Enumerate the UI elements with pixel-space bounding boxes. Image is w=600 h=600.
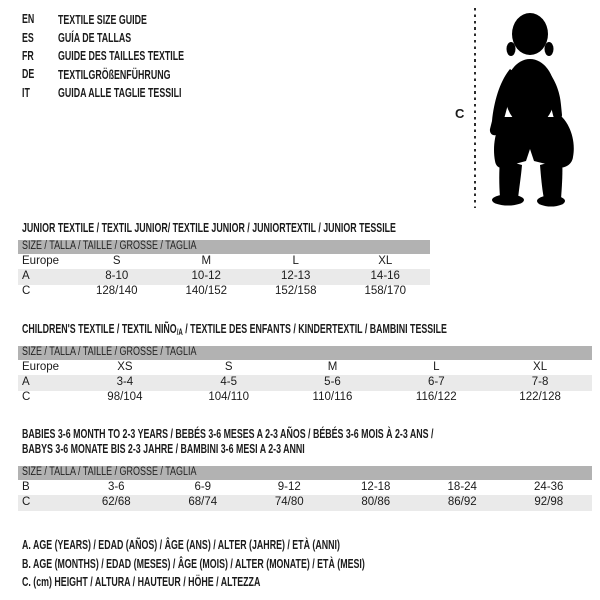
guide-title-de: TEXTILGRÖßENFÜHRUNG bbox=[58, 66, 171, 82]
size-header-bar bbox=[18, 240, 430, 254]
cell: 74/80 bbox=[274, 496, 304, 509]
table-row-a bbox=[18, 375, 592, 390]
junior-section-heading: JUNIOR TEXTILE / TEXTIL JUNIOR/ TEXTILE JUNIOR / JUNIORTEXTIL / JUNIOR TESSILE bbox=[22, 220, 396, 235]
size-header-label: SIZE / TALLA / TAILLE / GRÖSSE / TAGLIA bbox=[22, 346, 197, 359]
size-header-label: SIZE / TALLA / TAILLE / GRÖSSE / TAGLIA bbox=[22, 240, 197, 253]
guide-title-es: GUÍA DE TALLAS bbox=[58, 30, 132, 46]
cell: 86/92 bbox=[447, 496, 477, 509]
heading-text: CHILDREN'S TEXTILE / TEXTIL NIÑO bbox=[22, 321, 177, 336]
cell: 3-4 bbox=[116, 376, 134, 389]
height-measure-label: C bbox=[455, 106, 465, 121]
legend-text: C. (cm) HEIGHT / ALTURA / HAUTEUR / HÖHE / ALTEZZA bbox=[22, 574, 261, 590]
cell: 6-9 bbox=[194, 480, 212, 493]
col-header: L bbox=[292, 254, 299, 267]
language-code: IT bbox=[22, 84, 30, 100]
table-row-europe bbox=[18, 360, 592, 375]
table-row-b bbox=[18, 480, 592, 495]
cell: 80/86 bbox=[361, 496, 391, 509]
cell: 18-24 bbox=[447, 480, 477, 493]
language-row-it bbox=[22, 84, 243, 102]
size-header-bar bbox=[18, 466, 592, 480]
cell: 98/104 bbox=[107, 391, 143, 404]
language-code: DE bbox=[22, 66, 35, 82]
language-title-list bbox=[22, 10, 243, 102]
baby-silhouette-icon bbox=[488, 9, 584, 207]
babies-size-table bbox=[18, 466, 592, 511]
row-label: Europe bbox=[22, 254, 60, 267]
col-header: S bbox=[112, 254, 121, 267]
legend-line-b bbox=[22, 554, 526, 573]
row-label: C bbox=[22, 285, 31, 298]
cell: 110/116 bbox=[312, 391, 353, 404]
size-header-bar bbox=[18, 346, 592, 360]
language-code: EN bbox=[22, 11, 35, 27]
cell: 92/98 bbox=[534, 496, 564, 509]
measure-legend bbox=[22, 535, 526, 591]
guide-title-fr: GUIDE DES TAILLES TEXTILE bbox=[58, 48, 185, 64]
language-row-es bbox=[22, 28, 243, 46]
guide-title-it: GUIDA ALLE TAGLIE TESSILI bbox=[58, 85, 182, 101]
children-section-heading bbox=[22, 322, 447, 337]
heading-text: / TEXTILE DES ENFANTS / KINDERTEXTIL / BAMBINI TESSILE bbox=[182, 321, 447, 336]
col-header: M bbox=[327, 360, 338, 373]
table-row-europe bbox=[18, 254, 430, 269]
language-row-de bbox=[22, 65, 243, 83]
col-header: S bbox=[224, 360, 233, 373]
cell: 14-16 bbox=[370, 270, 400, 283]
row-label: A bbox=[22, 270, 30, 283]
size-header-label: SIZE / TALLA / TAILLE / GRÖSSE / TAGLIA bbox=[22, 466, 197, 479]
language-code: FR bbox=[22, 47, 34, 63]
legend-line-a bbox=[22, 535, 526, 554]
language-row-en bbox=[22, 10, 243, 28]
cell: 104/110 bbox=[208, 391, 250, 404]
cell: 122/128 bbox=[519, 391, 561, 404]
row-label: Europe bbox=[22, 360, 60, 373]
table-row-c bbox=[18, 495, 592, 510]
row-label: A bbox=[22, 376, 30, 389]
cell: 5-6 bbox=[324, 376, 341, 389]
junior-size-table bbox=[18, 240, 430, 300]
row-label: B bbox=[22, 480, 30, 493]
col-header: M bbox=[201, 254, 212, 267]
cell: 152/158 bbox=[274, 285, 317, 298]
height-dotted-line bbox=[474, 8, 476, 208]
heading-subscript: /A bbox=[176, 327, 183, 337]
language-row-fr bbox=[22, 47, 243, 65]
cell: 4-5 bbox=[220, 376, 237, 389]
table-row-c bbox=[18, 391, 592, 406]
legend-text: B. AGE (MONTHS) / EDAD (MESES) / ÂGE (MOIS) / ALTER (MONATE) / ETÀ (MESI) bbox=[22, 555, 365, 571]
col-header: XL bbox=[533, 360, 548, 373]
cell: 6-7 bbox=[427, 376, 445, 389]
cell: 140/152 bbox=[185, 285, 228, 298]
guide-title-en: TEXTILE SIZE GUIDE bbox=[58, 11, 147, 27]
cell: 116/122 bbox=[415, 391, 457, 404]
cell: 62/68 bbox=[101, 496, 131, 509]
cell: 3-6 bbox=[107, 480, 125, 493]
legend-text: A. AGE (YEARS) / EDAD (AÑOS) / ÂGE (ANS) / ALTER (JAHRE) / ETÀ (ANNI) bbox=[22, 536, 340, 552]
cell: 24-36 bbox=[534, 480, 564, 493]
cell: 12-18 bbox=[361, 480, 391, 493]
cell: 12-13 bbox=[281, 270, 311, 283]
col-header: L bbox=[433, 360, 440, 373]
cell: 8-10 bbox=[105, 270, 129, 283]
language-code: ES bbox=[22, 29, 34, 45]
cell: 10-12 bbox=[191, 270, 221, 283]
cell: 158/170 bbox=[364, 285, 407, 298]
babies-section-heading-line2: BABYS 3-6 MONATE BIS 2-3 JAHRE / BAMBINI 3-6 MESI A 2-3 ANNI bbox=[22, 441, 305, 456]
row-label: C bbox=[22, 391, 31, 404]
cell: 9-12 bbox=[277, 480, 301, 493]
table-row-a bbox=[18, 269, 430, 284]
table-row-c bbox=[18, 285, 430, 300]
col-header: XS bbox=[117, 360, 133, 373]
babies-section-heading-line1: BABIES 3-6 MONTH TO 2-3 YEARS / BEBÉS 3-6 MESES A 2-3 AÑOS / BÉBÉS 3-6 MOIS À 2-3 ANS / bbox=[22, 426, 434, 441]
cell: 68/74 bbox=[188, 496, 218, 509]
cell: 128/140 bbox=[95, 285, 138, 298]
children-size-table bbox=[18, 346, 592, 406]
col-header: XL bbox=[378, 254, 393, 267]
cell: 7-8 bbox=[531, 376, 549, 389]
legend-line-c bbox=[22, 572, 526, 591]
row-label: C bbox=[22, 496, 31, 509]
